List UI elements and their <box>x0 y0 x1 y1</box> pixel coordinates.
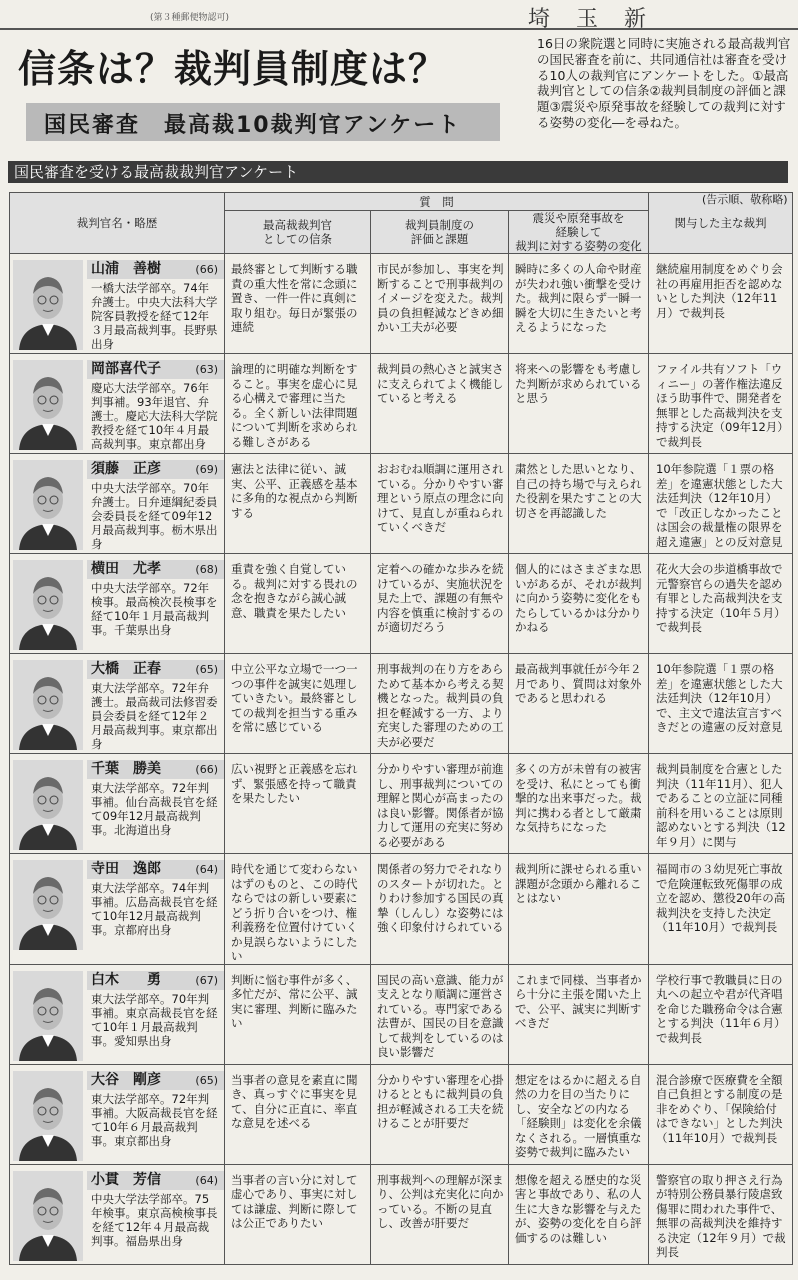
judge-cell <box>10 754 225 854</box>
judge-row <box>10 754 793 854</box>
judge-photo <box>13 971 83 1061</box>
order-note: (告示順、敬称略) <box>702 193 788 206</box>
judge-cell <box>10 654 225 754</box>
answer-creed: 重責を強く自覚している。裁判に対する畏れの念を抱きながら誠心誠意、職責を果たしたい <box>231 562 358 620</box>
main-case: 花火大会の歩道橋事故で元警察官らの過失を認め有罪とした高裁判決を支持する決定（10年５月）で裁判長 <box>656 562 786 634</box>
judge-bio: 東大法学部卒。72年判事補。仙台高裁長官を経て09年12月最高裁判事。北海道出身 <box>91 781 218 837</box>
judge-age: (68) <box>195 563 218 576</box>
section-title: 国民審査を受ける最高裁裁判官アンケート <box>8 161 788 183</box>
judge-photo <box>13 760 83 850</box>
judge-row <box>10 654 793 754</box>
main-case: 混合診療で医療費を全額自己負担とする制度の是非をめぐり、「保険給付はできない」とした判決（11年10月）で裁判長 <box>656 1072 783 1145</box>
answer-creed: 当事者の意見を素直に聞き、真っすぐに事実を見て、自分に正直に、率直な意見を述べる <box>231 1072 358 1130</box>
main-case: 継続雇用制度をめぐり会社の再雇用拒否を認めないとした判決（12年11月）で裁判長 <box>656 262 783 320</box>
judge-bio: 東大法学部卒。72年弁護士。最高裁司法修習委員会委員を経て12年２月最高裁判事。東京都出身 <box>91 681 218 751</box>
judge-cell <box>10 354 225 454</box>
main-case: ファイル共有ソフト「ウィニー」の著作権法違反ほう助事件で、開発者を無罪とした高裁判決を支持する決定（09年12月）で裁判長 <box>656 362 784 449</box>
judge-bio: 慶応大法学部卒。76年判事補。93年退官、弁護士。慶応大法科大学院教授を経て10年４月最高裁判事。東京都出身 <box>91 381 218 451</box>
judge-name: 岡部喜代子 <box>91 361 161 377</box>
answer-lay-judge: 定着への確かな歩みを続けているが、実施状況を見た上で、課題の有無や内容を慎重に検討するのが適切だろう <box>377 562 504 634</box>
judge-bio: 中央大学法学部卒。75年検事。東京高検検事長を経て12年４月最高裁判事。福島県出身 <box>91 1191 218 1248</box>
answer-change: 粛然とした思いとなり、自己の持ち場で与えられた役割を果たすことの大切さを再認識した <box>515 462 642 520</box>
judge-cell <box>10 1164 225 1264</box>
judge-photo <box>13 260 83 350</box>
main-case: 裁判員制度を合憲とした判決（11年11月）、犯人であることの立証に同種前科を用いることは原則認めないとする判決（12年９月）に関与 <box>656 762 786 849</box>
judge-age: (66) <box>195 763 218 776</box>
judge-name-bar <box>87 360 224 379</box>
judge-age: (67) <box>195 973 218 987</box>
answer-creed: 論理的に明確な判断をすること。事実を虚心に見る心構えで審理に当たる。全く新しい法律問題について判断を求められる難しさがある <box>231 362 358 449</box>
main-case: 学校行事で教職員に日の丸への起立や君が代斉唱を命じた職務命令は合憲とする判決（11年６月）で裁判長 <box>656 972 786 1045</box>
judge-age: (69) <box>195 463 218 476</box>
judge-age: (63) <box>195 363 218 376</box>
judge-photo <box>13 360 83 450</box>
header-case: 関与した主な裁判 <box>649 193 793 254</box>
answer-change: 想定をはるかに超える自然の力を目の当たりにし、安全などの内なる「経験則」は変化を余儀なくされる。一層慎重な姿勢で裁判に臨みたい <box>515 1072 642 1159</box>
header-lay-judge: 裁判員制度の 評価と課題 <box>371 211 509 254</box>
answer-change: 将来への影響をも考慮した判断が求められていると思う <box>515 362 642 405</box>
judge-bio: 一橋大法学部卒。74年弁護士。中央大法科大学院客員教授を経て12年３月最高裁判事。長野県出身 <box>91 281 218 351</box>
answer-change: 個人的にはさまざまな思いがあるが、それが裁判に向かう姿勢に変化をもたらしているかは分かりかねる <box>515 562 642 634</box>
judge-name: 須藤 正彦 <box>91 461 161 477</box>
judge-row <box>10 554 793 654</box>
answer-lay-judge: 刑事裁判への理解が深まり、公判は充実化に向かっている。不断の見直し、改善が肝要だ <box>377 1172 504 1230</box>
judge-age: (65) <box>195 663 218 676</box>
judge-cell <box>10 854 225 965</box>
answer-lay-judge: 刑事裁判の在り方をあらためて基本から考える契機となった。裁判員の負担を軽減する一方、より充実した審理のための工夫が必要だ <box>377 662 504 749</box>
answer-creed: 広い視野と正義感を忘れず、緊張感を持って職責を果たしたい <box>231 762 358 805</box>
judge-age: (64) <box>195 863 218 876</box>
answer-creed: 中立公平な立場で一つ一つの事件を誠実に処理していきたい。最終審としての裁判を担当する重みを常に感じている <box>231 662 358 734</box>
judge-row <box>10 964 793 1064</box>
answer-change: 多くの方が未曽有の被害を受け、私にとっても衝撃的な出来事だった。裁判に携わる者として厳粛な気持ちになった <box>515 762 642 834</box>
judge-row <box>10 854 793 965</box>
judge-name: 大谷 剛彦 <box>91 1071 161 1088</box>
answer-change: 最高裁判事就任が今年２月であり、質問は対象外であると思われる <box>515 662 642 705</box>
answer-lay-judge: おおむね順調に運用されている。分かりやすい審理という原点の理念に向けて、見直しが重ねられていくべきだ <box>377 462 504 534</box>
answer-creed: 時代を通じて変わらないはずのものと、この時代ならではの新しい要素にどう折り合いをつけ、権利義務を位置付けていくか見誤らないようにしたい <box>231 862 358 963</box>
main-case: 警察官の取り押さえ行為が特別公務員暴行陵虐致傷罪に問われた事件で、無罪の高裁判決を維持する決定（12年９月）で裁判長 <box>656 1172 786 1259</box>
judges-table <box>9 192 793 1265</box>
headline: 信条は？裁判員制度は？ <box>18 46 448 91</box>
judge-name-bar <box>87 260 224 279</box>
judge-name: 大橋 正春 <box>91 661 161 677</box>
main-case: 10年参院選「１票の格差」を違憲状態とした大法廷判決（12年10月）で「改正しなかったことは国会の裁量権の限界を超え違憲」との反対意見 <box>656 462 783 549</box>
judge-row <box>10 254 793 354</box>
judge-name: 白木 勇 <box>91 971 161 988</box>
judge-photo <box>13 460 83 550</box>
judge-bio: 東大法学部卒。72年判事補。大阪高裁長官を経て10年６月最高裁判事。東京都出身 <box>91 1091 218 1148</box>
header-question: 質 問 <box>225 193 649 211</box>
main-case: 10年参院選「１票の格差」を違憲状態とした大法廷判決（12年10月）で、主文で違法宣言すべきだとの違憲の反対意見 <box>656 662 783 734</box>
judge-bio: 中央大法学部卒。72年検事。最高検次長検事を経て10年１月最高裁判事。千葉県出身 <box>91 581 218 637</box>
judge-cell <box>10 254 225 354</box>
judge-row <box>10 1064 793 1164</box>
answer-creed: 判断に悩む事件が多く、多忙だが、常に公平、誠実に審理、判断に臨みたい <box>231 972 358 1030</box>
header-name: 裁判官名・略歴 <box>10 193 225 254</box>
main-case: 福岡市の３幼児死亡事故で危険運転致死傷罪の成立を認め、懲役20年の高裁判決を支持した決定（11年10月）で裁判長 <box>656 862 786 934</box>
answer-lay-judge: 裁判員の熱心さと誠実さに支えられてよく機能していると考える <box>377 362 504 405</box>
top-rule <box>0 0 798 30</box>
answer-creed: 憲法と法律に従い、誠実、公平、正義感を基本に多角的な視点から判断する <box>231 462 358 520</box>
judge-row <box>10 1164 793 1264</box>
answer-lay-judge: 分かりやすい審理が前進し、刑事裁判についての理解と関心が高まったのは良い影響。関係者が協力して運用の充実に努める必要がある <box>377 762 504 849</box>
judge-bio: 東大法学部卒。74年判事補。広島高裁長官を経て10年12月最高裁判事。京都府出身 <box>91 881 218 937</box>
judge-name-bar <box>87 1071 224 1090</box>
judge-name: 小貫 芳信 <box>91 1171 161 1188</box>
judge-name: 寺田 逸郎 <box>91 861 161 877</box>
judge-photo <box>13 860 83 950</box>
judge-row <box>10 454 793 554</box>
judge-age: (66) <box>195 263 218 276</box>
judge-cell <box>10 964 225 1064</box>
header-change: 震災や原発事故を 経験して 裁判に対する姿勢の変化 <box>509 211 649 254</box>
answer-change: 裁判所に課せられる重い課題が念頭から離れることはない <box>515 862 642 905</box>
judge-photo <box>13 560 83 650</box>
judge-name-bar <box>87 971 224 990</box>
header-creed: 最高裁裁判官 としての信条 <box>225 211 371 254</box>
judge-photo <box>13 1071 83 1161</box>
answer-change: 想像を超える歴史的な災害と事故であり、私の人生に大きな影響を与えたが、姿勢の変化を自ら評価するのは難しい <box>515 1172 642 1245</box>
judge-name-bar <box>87 860 224 879</box>
answer-change: これまで同様、当事者から十分に主張を聞いた上で、公平、誠実に判断すべきだ <box>515 972 642 1030</box>
judge-cell <box>10 1064 225 1164</box>
judge-cell <box>10 554 225 654</box>
answer-creed: 当事者の言い分に対して虚心であり、事実に対しては謙虚、判断に際しては公正でありたい <box>231 1172 358 1230</box>
judge-name-bar <box>87 460 224 479</box>
judge-name-bar <box>87 1171 224 1190</box>
answer-lay-judge: 関係者の努力でそれなりのスタートが切れた。とりわけ参加する国民の真摯（しんし）な姿勢には強く印象付けられている <box>377 862 504 934</box>
newspaper-name: 埼玉新 <box>528 7 673 32</box>
answer-change: 瞬時に多くの人命や財産が失われ強い衝撃を受けた。裁判に限らず一瞬一瞬を大切に生きたいと考えるようになった <box>515 262 642 334</box>
judge-photo <box>13 660 83 750</box>
judge-age: (64) <box>195 1173 218 1187</box>
judge-bio: 東大法学部卒。70年判事補。東京高裁長官を経て10年１月最高裁判事。愛知県出身 <box>91 991 218 1048</box>
judge-name-bar <box>87 560 224 579</box>
judge-name-bar <box>87 660 224 679</box>
lead-text: 16日の衆院選と同時に実施される最高裁判官の国民審査を前に、共同通信社は審査を受ける10人の裁判官にアンケートをした。①最高裁判官としての信条②裁判員制度の評価と課題③震災や原発事故を経験しての裁判に対する姿勢の変化―を尋ねた。 <box>537 36 791 130</box>
judge-photo <box>13 1171 83 1261</box>
judge-name: 横田 尤孝 <box>91 561 161 577</box>
judge-bio: 中央大法学部卒。70年弁護士。日弁連綱紀委員会委員長を経て09年12月最高裁判事。栃木県出身 <box>91 481 218 551</box>
answer-lay-judge: 市民が参加し、事実を判断することで刑事裁判のイメージを変えた。裁判員の負担軽減などきめ細かい工夫が必要 <box>377 262 504 334</box>
judge-name: 山浦 善樹 <box>91 261 161 277</box>
judge-row <box>10 354 793 454</box>
subtitle: 国民審査 最高裁10裁判官アンケート <box>44 113 462 138</box>
judge-name: 千葉 勝美 <box>91 761 161 777</box>
answer-creed: 最終審として判断する職責の重大性を常に念頭に置き、一件一件に真剣に取り組む。毎日が緊張の連続 <box>231 262 358 334</box>
answer-lay-judge: 分かりやすい審理を心掛けるとともに裁判員の負担が軽減される工夫を続けることが肝要だ <box>377 1072 504 1130</box>
permit-note: (第３種郵便物認可) <box>150 13 230 23</box>
judge-name-bar <box>87 760 224 779</box>
answer-lay-judge: 国民の高い意識、能力が支えとなり順調に運営されている。専門家である法曹が、国民の目を意識して裁判をしているのは良い影響だ <box>377 972 504 1059</box>
judge-age: (65) <box>195 1073 218 1087</box>
judge-cell <box>10 454 225 554</box>
